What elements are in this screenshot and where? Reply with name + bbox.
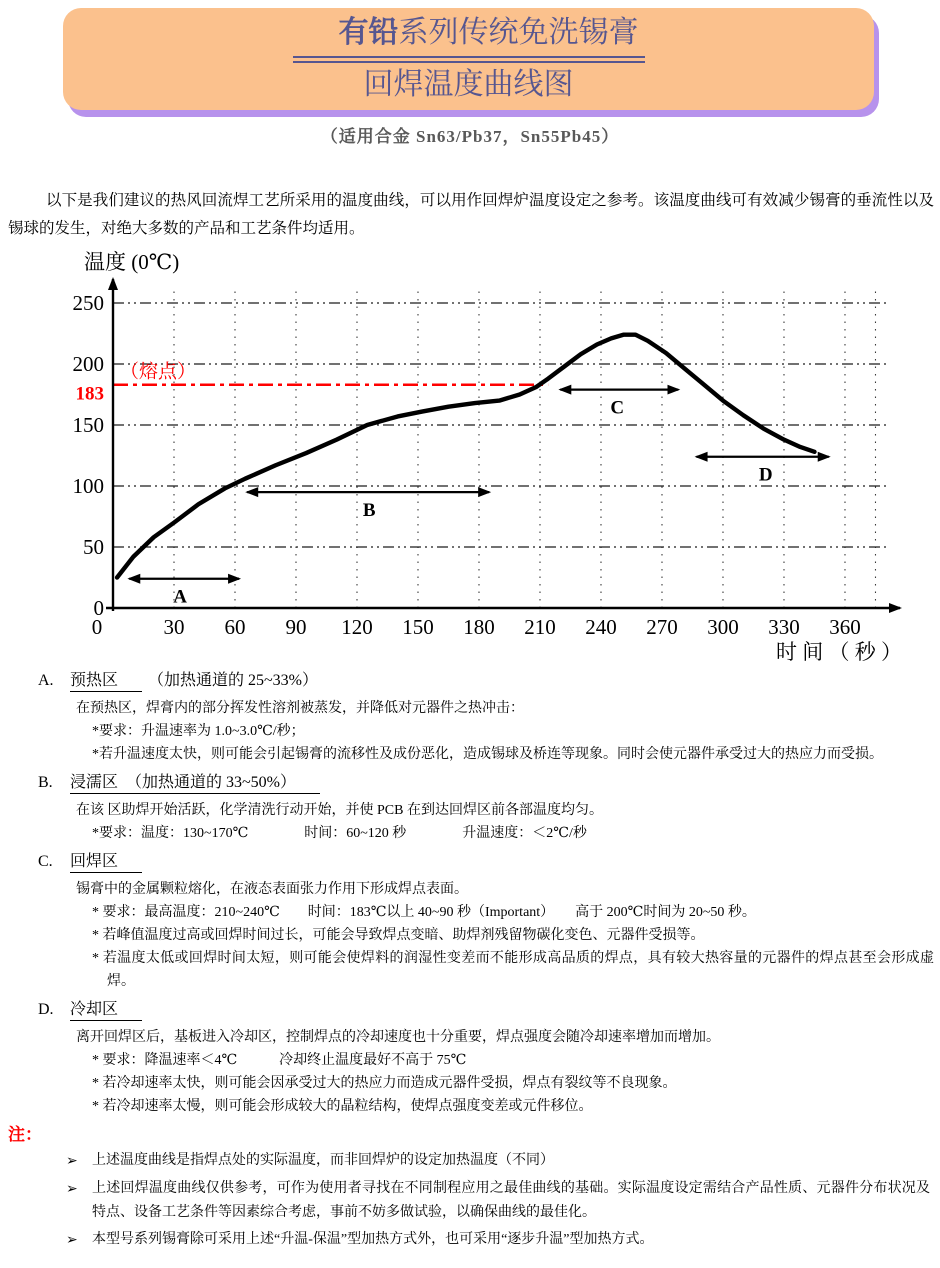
- section-title: 回焊区: [70, 853, 142, 873]
- section-line: * 若温度太低或回焊时间太短，则可能会使焊料的润湿性变差而不能形成高品质的焊点，具有较大热容量的元器件的焊点甚至会形成虚焊。: [92, 951, 934, 989]
- x-axis-title: 时 间 （ 秒 ）: [776, 640, 902, 664]
- section-body: [38, 1026, 934, 1118]
- x-tick-210: 210: [524, 615, 556, 639]
- section-line: * 若冷却速率太慢，则可能会形成较大的晶粒结构，使焊点强度变差或元件移位。: [92, 1099, 593, 1114]
- zone-label-D: D: [758, 464, 773, 486]
- section-header: [38, 998, 934, 1022]
- section-title-suffix: （加热通道的 25~33%）: [148, 672, 319, 689]
- document-page: [0, 8, 940, 1268]
- y-tick-200: 200: [72, 352, 104, 376]
- section-line: * 要求：最高温度：210~240℃ 时间：183℃以上 40~90 秒（Important） 高于 200℃时间为 20~50 秒。: [92, 905, 756, 920]
- reflow-curve-chart: [50, 245, 936, 667]
- section-letter: A.: [38, 672, 54, 689]
- title-underline: [293, 14, 645, 63]
- x-tick-30: 30: [163, 615, 185, 639]
- section-line: *要求：温度：130~170℃ 时间：60~120 秒 升温速度：＜2℃/秒: [92, 826, 587, 841]
- y-tick-0: 0: [93, 596, 104, 620]
- title-banner: [63, 8, 874, 110]
- title-bold-part: 有铅: [338, 16, 399, 49]
- section-line: *要求：升温速率为 1.0~3.0℃/秒；: [92, 724, 305, 739]
- title-rest-part: 系列传统免洗锡膏: [398, 16, 639, 49]
- x-tick-360: 360: [829, 615, 861, 639]
- section-line: * 若冷却速率太快，则可能会因承受过大的热应力而造成元器件受损，焊点有裂纹等不良现象。: [92, 1076, 677, 1091]
- section-preheat: [38, 669, 934, 766]
- chart-axes: [106, 279, 900, 611]
- x-tick-150: 150: [402, 615, 434, 639]
- section-letter: D.: [38, 1001, 54, 1018]
- melting-point-line-group: [76, 361, 549, 405]
- arrow-bullet-icon: ➢: [66, 1154, 78, 1169]
- zone-label-C: C: [610, 397, 625, 419]
- y-axis-title: 温度 (0℃): [84, 250, 180, 274]
- x-tick-330: 330: [768, 615, 800, 639]
- note-item: [66, 1228, 934, 1253]
- x-tick-300: 300: [707, 615, 739, 639]
- alloy-subtitle: （适用合金 Sn63/Pb37，Sn55Pb45）: [320, 127, 620, 146]
- x-tick-0: 0: [91, 615, 103, 639]
- melting-point-value: 183: [75, 383, 104, 405]
- x-tick-60: 60: [224, 615, 246, 639]
- section-soak: [38, 771, 934, 845]
- zone-label-B: B: [362, 500, 376, 522]
- arrow-bullet-icon: ➢: [66, 1182, 78, 1197]
- note-item: [66, 1149, 934, 1174]
- notes-label: 注：: [8, 1125, 42, 1144]
- section-title: 预热区: [70, 672, 142, 692]
- chart-gridlines: [113, 288, 890, 608]
- tick-labels: [73, 291, 861, 639]
- y-tick-50: 50: [83, 535, 104, 559]
- section-letter: C.: [38, 853, 53, 870]
- zone-label-A: A: [173, 586, 187, 608]
- y-tick-250: 250: [72, 291, 104, 315]
- y-tick-150: 150: [72, 413, 104, 437]
- note-item: [66, 1177, 934, 1225]
- y-tick-100: 100: [72, 474, 104, 498]
- section-reflow: [38, 850, 934, 993]
- section-header: [38, 850, 934, 874]
- note-text: 上述温度曲线是指焊点处的实际温度，而非回焊炉的设定加热温度（不同）: [92, 1153, 554, 1168]
- page-title-line2: 回焊温度曲线图: [363, 68, 574, 101]
- zone-arrows: [129, 390, 828, 608]
- intro-paragraph: 以下是我们建议的热风回流焊工艺所采用的温度曲线，可以用作回焊炉温度设定之参考。该温度曲线可有效减少锡膏的垂流性以及锡球的发生，对绝大多数的产品和工艺条件均适用。: [8, 192, 934, 237]
- note-text: 上述回焊温度曲线仅供参考，可作为使用者寻找在不同制程应用之最佳曲线的基础。实际温度设定需结合产品性质、元器件分布状况及特点、设备工艺条件等因素综合考虑，事前不妨多做试验，以确保曲线的最佳化。: [92, 1181, 930, 1220]
- section-line: 锡膏中的金属颗粒熔化，在液态表面张力作用下形成焊点表面。: [76, 882, 468, 897]
- notes-block: [8, 1123, 934, 1253]
- page-title-line1: [63, 14, 874, 63]
- section-letter: B.: [38, 774, 53, 791]
- x-tick-120: 120: [341, 615, 373, 639]
- x-tick-270: 270: [646, 615, 678, 639]
- note-text: 本型号系列锡膏除可采用上述“升温-保温”型加热方式外，也可采用“逐步升温”型加热方式。: [92, 1232, 654, 1247]
- section-cooling: [38, 998, 934, 1118]
- section-body: [38, 878, 934, 993]
- section-line: *若升温速度太快，则可能会引起锡膏的流移性及成份恶化，造成锡球及桥连等现象。同时会使元器件承受过大的热应力而受损。: [92, 747, 883, 762]
- zone-descriptions: [0, 669, 940, 1118]
- reflow-chart-svg: [50, 245, 936, 667]
- notes-list: [8, 1149, 934, 1253]
- section-line: 在预热区，焊膏内的部分挥发性溶剂被蒸发，并降低对元器件之热冲击：: [76, 701, 524, 716]
- section-body: [38, 799, 934, 845]
- x-tick-180: 180: [463, 615, 495, 639]
- section-line: * 若峰值温度过高或回焊时间过长，可能会导致焊点变暗、助焊剂残留物碳化变色、元器件受损等。: [92, 928, 705, 943]
- section-title: 冷却区: [70, 1001, 142, 1021]
- section-header: [38, 771, 934, 795]
- x-tick-240: 240: [585, 615, 617, 639]
- melting-point-label: （熔点）: [120, 361, 197, 383]
- section-body: [38, 697, 934, 766]
- section-title: 浸濡区 （加热通道的 33~50%）: [70, 774, 320, 794]
- section-header: [38, 669, 934, 693]
- x-tick-90: 90: [285, 615, 307, 639]
- section-line: * 要求：降温速率＜4℃ 冷却终止温度最好不高于 75℃: [92, 1053, 467, 1068]
- section-line: 离开回焊区后，基板进入冷却区，控制焊点的冷却速度也十分重要，焊点强度会随冷却速率增加而增加。: [76, 1030, 720, 1045]
- arrow-bullet-icon: ➢: [66, 1233, 78, 1248]
- section-line: 在该 区助焊开始活跃，化学清洗行动开始，并使 PCB 在到达回焊区前各部温度均匀。: [76, 803, 603, 818]
